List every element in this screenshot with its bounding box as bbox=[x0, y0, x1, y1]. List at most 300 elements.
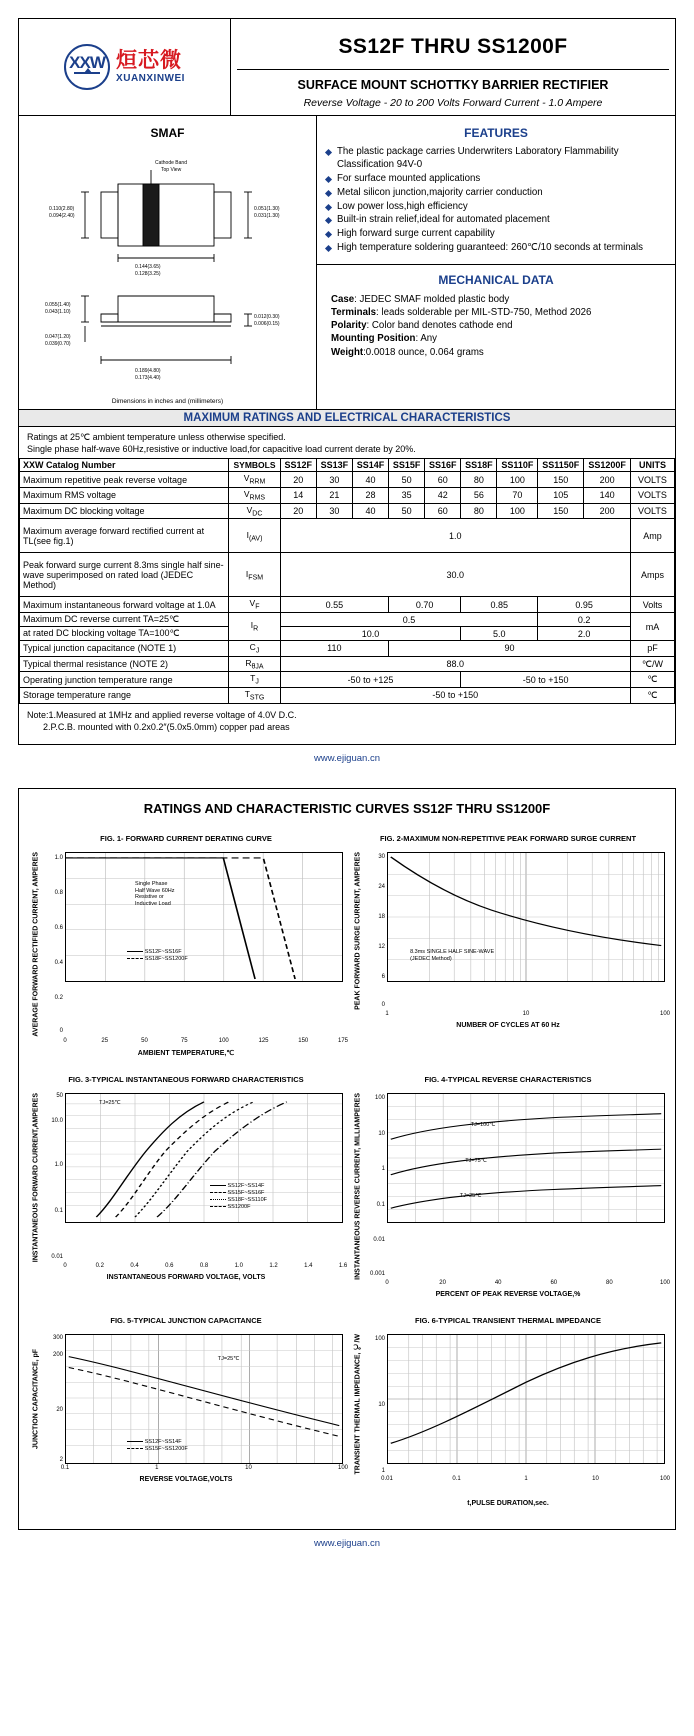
svg-text:0.189(4.80): 0.189(4.80) bbox=[135, 368, 161, 374]
cell: 100 bbox=[497, 472, 538, 488]
xtick: 10 bbox=[522, 1010, 530, 1017]
xtick: 1.6 bbox=[338, 1262, 348, 1269]
ratings-notes bbox=[19, 427, 675, 458]
cell-span: -50 to +150 bbox=[280, 688, 630, 704]
xtick: 100 bbox=[659, 1010, 671, 1017]
row-label: Operating junction temperature range bbox=[20, 672, 229, 688]
col-units: UNITS bbox=[630, 459, 674, 472]
symbol-sub: J bbox=[255, 647, 260, 655]
chart-annotation: TJ=75℃ bbox=[465, 1157, 487, 1164]
xtick: 10 bbox=[245, 1465, 252, 1472]
xtick: 1 bbox=[385, 1010, 389, 1017]
row-units: Volts bbox=[630, 597, 674, 613]
ytick: 0.1 bbox=[376, 1201, 385, 1208]
chart-annotation bbox=[135, 881, 175, 907]
row-label: Maximum DC blocking voltage bbox=[20, 503, 229, 519]
symbol-sub: (AV) bbox=[248, 535, 263, 543]
table-row bbox=[20, 688, 675, 704]
title-area bbox=[231, 19, 675, 115]
chart-xticks bbox=[385, 1279, 671, 1290]
row-units: mA bbox=[630, 613, 674, 641]
row-symbol: $V_F$ bbox=[229, 597, 280, 613]
chart-xticks bbox=[63, 1037, 349, 1048]
cell: 40 bbox=[352, 472, 388, 488]
list-item bbox=[331, 306, 667, 319]
cell: 105 bbox=[538, 487, 584, 503]
logo-arrow-icon bbox=[74, 72, 100, 79]
ratings-note-2: Single phase half-wave 60Hz,resistive or inductive load,for capacitive load current derate by 20%. bbox=[27, 444, 416, 455]
cell: 30 bbox=[316, 503, 352, 519]
mechanical-list bbox=[325, 293, 667, 358]
ytick: 24 bbox=[378, 883, 385, 890]
chart-fig3 bbox=[27, 1069, 348, 1311]
legend-item bbox=[210, 1197, 268, 1204]
ytick: 0 bbox=[381, 1002, 385, 1009]
cell: 40 bbox=[352, 503, 388, 519]
cell-group: -50 to +150 bbox=[461, 672, 631, 688]
features-mechanical-panel bbox=[317, 116, 675, 409]
xtick: 0.1 bbox=[60, 1465, 70, 1472]
cell: 35 bbox=[389, 487, 425, 503]
ratings-section-title: MAXIMUM RATINGS AND ELECTRICAL CHARACTERISTICS bbox=[19, 410, 675, 427]
mech-key: Weight bbox=[331, 346, 364, 358]
chart-yticks bbox=[365, 1093, 387, 1280]
xtick: 80 bbox=[606, 1280, 613, 1287]
ytick: 1 bbox=[381, 1166, 385, 1173]
mech-key: Mounting Position bbox=[331, 333, 416, 345]
cell: 60 bbox=[425, 503, 461, 519]
ytick: 1.0 bbox=[54, 854, 63, 861]
xtick: 1.0 bbox=[234, 1262, 243, 1269]
list-item: High forward surge current capability bbox=[325, 228, 667, 241]
list-item bbox=[331, 319, 667, 332]
chart-ylabel: AVERAGE FORWARD RECTIFIED CURRENT, AMPERES bbox=[32, 851, 40, 1037]
features-title: FEATURES bbox=[464, 126, 528, 140]
legend-item bbox=[210, 1204, 268, 1211]
svg-text:0.144(3.65): 0.144(3.65) bbox=[135, 264, 161, 270]
legend-swatch bbox=[210, 1199, 226, 1200]
row-label: Peak forward surge current 8.3ms single half sine-wave superimposed on rated load (JEDEC Method) bbox=[20, 553, 229, 597]
mech-value: : Any bbox=[415, 333, 438, 345]
xtick: 100 bbox=[659, 1280, 671, 1287]
table-header-row bbox=[20, 459, 675, 472]
legend-swatch bbox=[210, 1185, 226, 1186]
ratings-note-1: Ratings at 25℃ ambient temperature unless otherwise specified. bbox=[27, 432, 286, 442]
page-title: SS12F THRU SS1200F bbox=[338, 35, 568, 58]
package-drawing bbox=[23, 146, 312, 396]
table-row bbox=[20, 487, 675, 503]
row-units: ℃ bbox=[630, 672, 674, 688]
cell: 60 bbox=[425, 472, 461, 488]
document-header bbox=[19, 19, 675, 116]
fig1-svg bbox=[66, 853, 342, 981]
xtick: 10 bbox=[592, 1475, 599, 1482]
legend-swatch bbox=[127, 958, 143, 959]
chart-plot-area bbox=[387, 852, 665, 982]
datasheet-page-2 bbox=[0, 776, 694, 1563]
chart-fig6 bbox=[349, 1310, 671, 1518]
package-title: SMAF bbox=[150, 126, 185, 140]
ytick: 0.01 bbox=[51, 1253, 63, 1260]
ytick: 10 bbox=[378, 1130, 385, 1137]
row-symbol: $V_{DC}$ bbox=[229, 503, 280, 519]
chart-annotation: TJ=25℃ bbox=[217, 1355, 240, 1362]
mechanical-box bbox=[317, 265, 675, 368]
legend-item bbox=[127, 1439, 188, 1446]
ytick: 50 bbox=[56, 1092, 63, 1099]
col-ss18f: SS18F bbox=[461, 459, 497, 472]
row-symbol: $V_{RMS}$ bbox=[229, 487, 280, 503]
row-symbol: $I_R$ bbox=[229, 613, 280, 641]
legend-swatch bbox=[210, 1192, 226, 1193]
symbol-sub: R bbox=[253, 625, 259, 633]
middle-section bbox=[19, 116, 675, 410]
xtick: 0.8 bbox=[199, 1262, 209, 1269]
ytick: 10 bbox=[378, 1401, 385, 1408]
features-box bbox=[317, 116, 675, 265]
company-name-cn: 烜芯微 bbox=[116, 49, 183, 73]
mech-value: : JEDEC SMAF molded plastic body bbox=[354, 294, 510, 306]
xtick: 100 bbox=[218, 1037, 229, 1044]
cell: 30 bbox=[316, 472, 352, 488]
xtick: 100 bbox=[659, 1475, 671, 1482]
cell: 150 bbox=[538, 472, 584, 488]
xtick: 1.4 bbox=[304, 1262, 313, 1269]
cell-span: 30.0 bbox=[280, 553, 630, 597]
chart-annotation bbox=[410, 949, 494, 963]
legend-swatch bbox=[210, 1206, 226, 1207]
ytick: 30 bbox=[378, 853, 385, 860]
svg-text:0.006(0.15): 0.006(0.15) bbox=[254, 321, 280, 327]
product-subtitle: SURFACE MOUNT SCHOTTKY BARRIER RECTIFIER bbox=[237, 69, 669, 92]
symbol-sub: F bbox=[255, 604, 260, 612]
svg-text:0.039(0.70): 0.039(0.70) bbox=[45, 341, 71, 347]
chart-annotation: TJ=25℃ bbox=[459, 1193, 482, 1200]
footer-site-1[interactable]: www.ejiguan.cn bbox=[313, 752, 380, 764]
ytick: 300 bbox=[52, 1335, 63, 1342]
svg-text:0.031(1.30): 0.031(1.30) bbox=[254, 213, 280, 219]
row-symbol: $T_J$ bbox=[229, 672, 280, 688]
annotation-line: Half Wave 60Hz bbox=[135, 887, 175, 894]
svg-text:0.110(2.80): 0.110(2.80) bbox=[49, 206, 75, 212]
xtick: 1 bbox=[155, 1465, 159, 1472]
xtick: 20 bbox=[439, 1280, 446, 1287]
list-item: For surface mounted applications bbox=[325, 173, 667, 186]
smaf-package-svg bbox=[23, 146, 313, 396]
ytick: 2 bbox=[59, 1457, 63, 1464]
annotation-line: Single Phase bbox=[135, 881, 168, 888]
logo-area bbox=[19, 19, 231, 115]
table-row bbox=[20, 672, 675, 688]
row-label: Maximum RMS voltage bbox=[20, 487, 229, 503]
fig5-svg bbox=[66, 1335, 342, 1463]
ytick: 0 bbox=[59, 1028, 63, 1035]
chart-xlabel: AMBIENT TEMPERATURE,℃ bbox=[137, 1049, 235, 1057]
cell: 28 bbox=[352, 487, 388, 503]
list-item: Low power loss,high efficiency bbox=[325, 201, 667, 214]
legend-swatch bbox=[127, 1448, 143, 1449]
cell-group: 0.2 bbox=[538, 613, 631, 627]
legend-swatch bbox=[127, 951, 143, 952]
row-label: Maximum DC reverse current TA=25℃ bbox=[20, 613, 229, 627]
chart-yticks bbox=[43, 1334, 65, 1464]
cell: 100 bbox=[497, 503, 538, 519]
cell-group: 0.70 bbox=[389, 597, 461, 613]
row-label: Typical junction capacitance (NOTE 1) bbox=[20, 641, 229, 657]
ytick: 0.01 bbox=[373, 1237, 385, 1244]
row-label: Maximum instantaneous forward voltage at 1.0A bbox=[20, 597, 229, 613]
ytick: 18 bbox=[378, 913, 385, 920]
table-row bbox=[20, 553, 675, 597]
ytick: 0.2 bbox=[54, 994, 63, 1001]
xtick: 0 bbox=[385, 1280, 389, 1287]
row-symbol: $R_{\theta JA}$ bbox=[229, 656, 280, 672]
symbol-sub: J bbox=[255, 679, 259, 687]
cell: 50 bbox=[389, 472, 425, 488]
col-symbols: SYMBOLS bbox=[229, 459, 280, 472]
row-label: Maximum repetitive peak reverse voltage bbox=[20, 472, 229, 488]
cell: 21 bbox=[316, 487, 352, 503]
fig3-svg bbox=[66, 1094, 342, 1222]
cell: 20 bbox=[280, 472, 316, 488]
page-1-frame bbox=[18, 18, 676, 745]
xtick: 150 bbox=[298, 1037, 309, 1044]
chart-xlabel: PERCENT OF PEAK REVERSE VOLTAGE,% bbox=[435, 1291, 581, 1299]
row-symbol: $V_{RRM}$ bbox=[229, 472, 280, 488]
cell-group: 0.95 bbox=[538, 597, 631, 613]
list-item bbox=[331, 346, 667, 359]
chart-plot-area bbox=[387, 1334, 665, 1464]
chart-plot-area bbox=[387, 1093, 665, 1223]
symbol-sub: DC bbox=[252, 510, 263, 518]
svg-text:0.128(3.25): 0.128(3.25) bbox=[135, 271, 161, 277]
chart-xticks bbox=[381, 1475, 671, 1486]
table-row bbox=[20, 613, 675, 627]
col-ss1150f: SS1150F bbox=[538, 459, 584, 472]
col-ss15f: SS15F bbox=[389, 459, 425, 472]
symbol-sub: θJA bbox=[251, 663, 264, 671]
cell: 80 bbox=[461, 503, 497, 519]
company-logo-icon bbox=[64, 44, 110, 90]
footnotes bbox=[19, 704, 675, 744]
cell-group: 110 bbox=[280, 641, 388, 657]
cell: 70 bbox=[497, 487, 538, 503]
datasheet-page-1 bbox=[0, 0, 694, 776]
list-item: High temperature soldering guaranteed: 260℃/10 seconds at terminals bbox=[325, 242, 667, 255]
cell-span: 1.0 bbox=[280, 519, 630, 553]
row-units: ℃/W bbox=[630, 656, 674, 672]
chart-yticks bbox=[43, 852, 65, 1037]
cell: 80 bbox=[461, 472, 497, 488]
chart-fig1 bbox=[27, 828, 349, 1069]
ytick: 0.001 bbox=[369, 1270, 385, 1277]
chart-xlabel: NUMBER OF CYCLES AT 60 Hz bbox=[456, 1021, 560, 1029]
chart-yticks bbox=[365, 1334, 387, 1474]
xtick: 1.2 bbox=[269, 1262, 278, 1269]
ytick: 12 bbox=[378, 943, 385, 950]
row-units: VOLTS bbox=[630, 472, 674, 488]
mech-value: : leads solderable per MIL-STD-750, Method 2026 bbox=[376, 307, 592, 319]
mech-key: Terminals bbox=[331, 307, 377, 319]
chart-fig5 bbox=[27, 1310, 349, 1518]
col-ss1200f: SS1200F bbox=[584, 459, 631, 472]
xtick: 0 bbox=[63, 1262, 67, 1269]
legend-label: SS18F~SS110F bbox=[227, 1197, 268, 1204]
product-ratings-line: Reverse Voltage - 20 to 200 Volts Forward Current - 1.0 Ampere bbox=[303, 97, 603, 109]
list-item bbox=[331, 293, 667, 306]
col-catalog: XXW Catalog Number bbox=[20, 459, 229, 472]
row-units: Amps bbox=[630, 553, 674, 597]
ytick: 0.4 bbox=[54, 959, 63, 966]
legend-label: SS12F~SS14F bbox=[227, 1182, 265, 1189]
list-item bbox=[331, 332, 667, 345]
legend-label: SS18F~SS1200F bbox=[144, 955, 188, 962]
ytick: 100 bbox=[374, 1335, 385, 1342]
chart-legend bbox=[210, 1183, 268, 1212]
chart-fig4 bbox=[349, 1069, 671, 1311]
chart-yticks bbox=[365, 852, 387, 1010]
chart-annotation: TJ=25℃ bbox=[99, 1099, 121, 1106]
fig6-svg bbox=[388, 1335, 664, 1463]
cell: 20 bbox=[280, 503, 316, 519]
cell-span: 88.0 bbox=[280, 656, 630, 672]
symbol-sub: FSM bbox=[248, 574, 264, 582]
xtick: 40 bbox=[494, 1280, 502, 1287]
symbol-sub: RRM bbox=[249, 478, 266, 486]
cell-group: -50 to +125 bbox=[280, 672, 461, 688]
annotation-line: Inductive Load bbox=[135, 900, 171, 907]
fig4-svg bbox=[388, 1094, 664, 1222]
cell-group: 5.0 bbox=[461, 627, 538, 641]
chart-ylabel: TRANSIENT THERMAL IMPEDANCE, ℃/W bbox=[354, 1334, 362, 1475]
dimension-note: Dimensions in inches and (millimeters) bbox=[111, 398, 224, 405]
xtick: 75 bbox=[180, 1037, 188, 1044]
cell-group: 90 bbox=[389, 641, 631, 657]
mech-value: : Color band denotes cathode end bbox=[366, 320, 513, 332]
cell: 140 bbox=[584, 487, 631, 503]
cell-group: 0.85 bbox=[461, 597, 538, 613]
chart-xticks bbox=[60, 1464, 349, 1475]
col-ss16f: SS16F bbox=[425, 459, 461, 472]
xtick: 0.2 bbox=[95, 1262, 104, 1269]
cell: 56 bbox=[461, 487, 497, 503]
chart-ylabel: JUNCTION CAPACITANCE, pF bbox=[32, 1349, 40, 1450]
cell-group: 10.0 bbox=[280, 627, 461, 641]
row-units: VOLTS bbox=[630, 487, 674, 503]
xtick: 125 bbox=[258, 1037, 269, 1044]
cell: 14 bbox=[280, 487, 316, 503]
chart-plot-area bbox=[65, 852, 343, 982]
xtick: 0.01 bbox=[381, 1475, 393, 1482]
xtick: 0.6 bbox=[165, 1262, 174, 1269]
chart-xlabel: t,PULSE DURATION,sec. bbox=[467, 1499, 549, 1507]
cell-group: 0.55 bbox=[280, 597, 388, 613]
symbol-sub: RMS bbox=[249, 494, 266, 502]
curves-grid bbox=[19, 822, 675, 1529]
chart-annotation: TJ=100℃ bbox=[470, 1121, 496, 1128]
svg-text:0.043(1.10): 0.043(1.10) bbox=[45, 309, 71, 315]
legend-item bbox=[127, 956, 188, 963]
list-item: Built-in strain relief,ideal for automated placement bbox=[325, 214, 667, 227]
row-label-text: Maximum average forward rectified current at TL(see fig.1) bbox=[23, 525, 205, 546]
chart-title: FIG. 3-TYPICAL INSTANTANEOUS FORWARD CHARACTERISTICS bbox=[68, 1074, 304, 1084]
chart-title: FIG. 4-TYPICAL REVERSE CHARACTERISTICS bbox=[424, 1074, 592, 1084]
row-label: Typical thermal resistance (NOTE 2) bbox=[20, 656, 229, 672]
mech-key: Case bbox=[331, 294, 355, 306]
cell-group: 0.5 bbox=[280, 613, 538, 627]
legend-label: SS1200F bbox=[227, 1204, 251, 1211]
row-label bbox=[20, 519, 229, 553]
row-symbol: $C_J$ bbox=[229, 641, 280, 657]
xtick: 0.1 bbox=[452, 1475, 461, 1482]
chart-xlabel: REVERSE VOLTAGE,VOLTS bbox=[139, 1476, 233, 1484]
chart-plot-area bbox=[65, 1093, 343, 1223]
table-row bbox=[20, 656, 675, 672]
svg-text:Cathode Band: Cathode Band bbox=[155, 160, 187, 166]
chart-fig2 bbox=[349, 828, 671, 1069]
row-units: ℃ bbox=[630, 688, 674, 704]
chart-legend bbox=[127, 949, 188, 963]
legend-label: SS12F~SS16F bbox=[144, 948, 182, 955]
logo-mark-text: XXW bbox=[69, 53, 105, 72]
chart-title: FIG. 2-MAXIMUM NON-REPETITIVE PEAK FORWARD SURGE CURRENT bbox=[379, 833, 637, 843]
row-symbol: $I_{(AV)}$ bbox=[229, 519, 280, 553]
chart-ylabel: INSTANTANEOUS FORWARD CURRENT,AMPERES bbox=[32, 1092, 40, 1262]
ytick: 20 bbox=[56, 1406, 63, 1413]
chart-title: FIG. 5-TYPICAL JUNCTION CAPACITANCE bbox=[110, 1316, 262, 1326]
chart-xlabel: INSTANTANEOUS FORWARD VOLTAGE, VOLTS bbox=[106, 1273, 266, 1281]
svg-text:Top View: Top View bbox=[161, 167, 182, 173]
ytick: 10.0 bbox=[51, 1118, 63, 1125]
ratings-table bbox=[19, 458, 675, 704]
ytick: 0.8 bbox=[54, 889, 63, 896]
list-item: Metal silicon junction,majority carrier conduction bbox=[325, 187, 667, 200]
cell: 200 bbox=[584, 503, 631, 519]
footnote-2: 2.P.C.B. mounted with 0.2x0.2″(5.0x5.0mm) copper pad areas bbox=[43, 722, 290, 733]
table-row bbox=[20, 472, 675, 488]
xtick: 1 bbox=[524, 1475, 528, 1482]
svg-text:0.055(1.40): 0.055(1.40) bbox=[45, 302, 71, 308]
svg-text:0.012(0.30): 0.012(0.30) bbox=[254, 314, 280, 320]
legend-item bbox=[210, 1183, 268, 1190]
legend-item bbox=[210, 1190, 268, 1197]
ytick: 100 bbox=[374, 1095, 385, 1102]
footer-site-2[interactable]: www.ejiguan.cn bbox=[313, 1537, 380, 1549]
chart-plot-area bbox=[65, 1334, 343, 1464]
svg-text:0.047(1.20): 0.047(1.20) bbox=[45, 334, 71, 340]
row-units: VOLTS bbox=[630, 503, 674, 519]
annotation-line: (JEDEC Method) bbox=[410, 956, 452, 963]
features-list bbox=[325, 146, 667, 255]
legend-swatch bbox=[127, 1441, 143, 1442]
curves-page-title: RATINGS AND CHARACTERISTIC CURVES SS12F THRU SS1200F bbox=[143, 800, 551, 816]
annotation-line: Resistive or bbox=[135, 894, 164, 901]
svg-text:0.173(4.40): 0.173(4.40) bbox=[135, 375, 161, 381]
legend-item bbox=[127, 1446, 188, 1453]
svg-text:0.094(2.40): 0.094(2.40) bbox=[49, 213, 75, 219]
xtick: 0 bbox=[63, 1037, 67, 1044]
chart-legend bbox=[127, 1439, 188, 1453]
page-2-frame bbox=[18, 788, 676, 1530]
xtick: 50 bbox=[141, 1037, 148, 1044]
package-drawing-panel bbox=[19, 116, 317, 409]
ytick: 1 bbox=[381, 1467, 385, 1474]
chart-yticks bbox=[43, 1093, 65, 1262]
legend-label: SS15F~SS16F bbox=[227, 1189, 265, 1196]
mech-key: Polarity bbox=[331, 320, 367, 332]
list-item: The plastic package carries Underwriters Laboratory Flammability Classification 94V-0 bbox=[325, 146, 667, 172]
chart-ylabel: PEAK FORWARD SURGE CURRENT, AMPERES bbox=[354, 851, 362, 1010]
